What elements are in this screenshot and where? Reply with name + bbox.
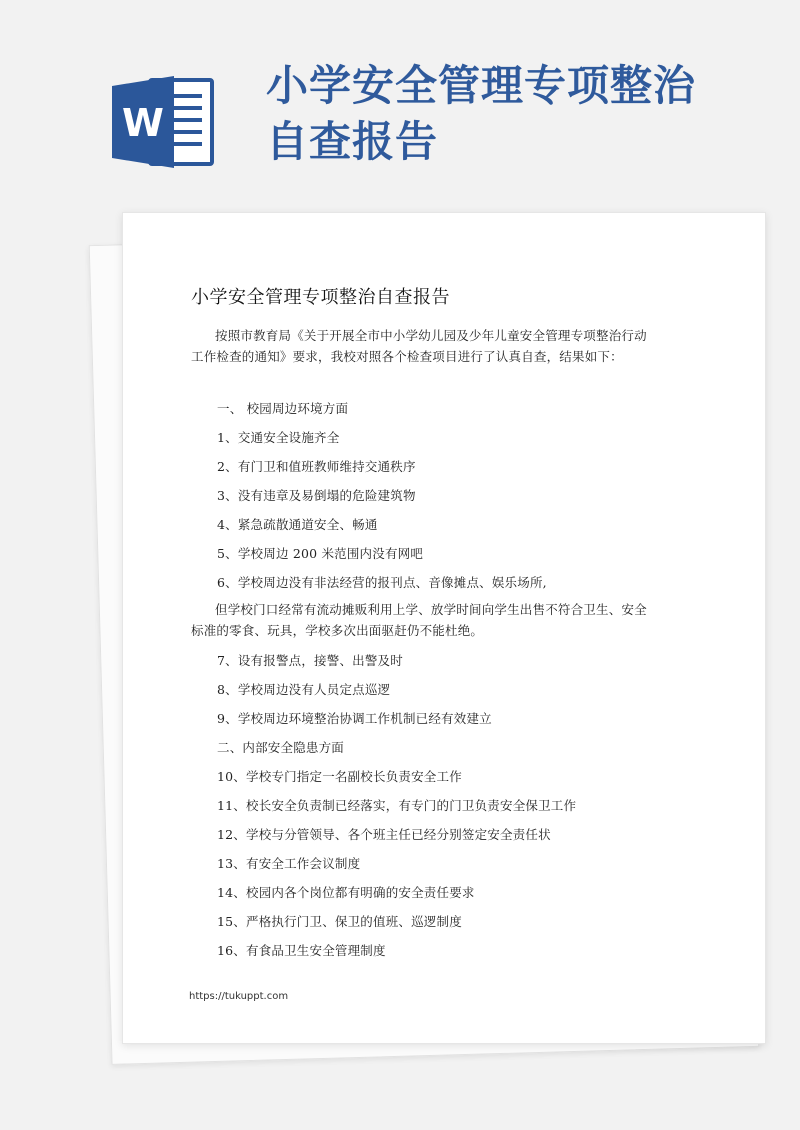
svg-text:W: W: [122, 101, 164, 145]
list-item: 14、校园内各个岗位都有明确的安全责任要求: [217, 885, 475, 900]
list-item: 1、交通安全设施齐全: [217, 430, 340, 445]
list-item: 11、校长安全负责制已经落实，有专门的门卫负责安全保卫工作: [217, 798, 577, 813]
document-title: 小学安全管理专项整治自查报告: [191, 287, 450, 308]
list-item: 8、学校周边没有人员定点巡逻: [217, 682, 391, 697]
list-item: 13、有安全工作会议制度: [217, 856, 361, 871]
list-item: 9、学校周边环境整治协调工作机制已经有效建立: [217, 711, 492, 726]
list-item: 3、没有违章及易倒塌的危险建筑物: [217, 488, 416, 503]
body-paragraph: 但学校门口经常有流动摊贩利用上学、放学时间向学生出售不符合卫生、安全标准的零食、玩具，学校多次出面驱赶仍不能杜绝。: [191, 602, 647, 638]
list-item: 6、学校周边没有非法经营的报刊点、音像摊点、娱乐场所,: [217, 575, 547, 590]
list-item: 10、学校专门指定一名副校长负责安全工作: [217, 769, 462, 784]
list-item: 4、紧急疏散通道安全、畅通: [217, 517, 378, 532]
list-item: 7、设有报警点，接警、出警及时: [217, 653, 403, 668]
list-item: 15、严格执行门卫、保卫的值班、巡逻制度: [217, 914, 462, 929]
footer-url: https://tukuppt.com: [189, 991, 289, 1002]
list-item: 12、学校与分管领导、各个班主任已经分别签定安全责任状: [217, 827, 551, 842]
intro-paragraph: 按照市教育局《关于开展全市中小学幼儿园及少年儿童安全管理专项整治行动工作检查的通知》要求，我校对照各个检查项目进行了认真自查，结果如下：: [191, 328, 647, 364]
list-item: 2、有门卫和值班教师维持交通秩序: [217, 459, 416, 474]
section-heading: 一、 校园周边环境方面: [217, 401, 349, 416]
document-page: [122, 212, 766, 1044]
word-document-icon: [112, 76, 216, 168]
list-item: 5、学校周边 200 米范围内没有网吧: [217, 546, 424, 561]
banner-title: 小学安全管理专项整治自查报告: [266, 61, 697, 166]
list-item: 16、有食品卫生安全管理制度: [217, 943, 386, 958]
section-heading: 二、内部安全隐患方面: [217, 740, 345, 755]
